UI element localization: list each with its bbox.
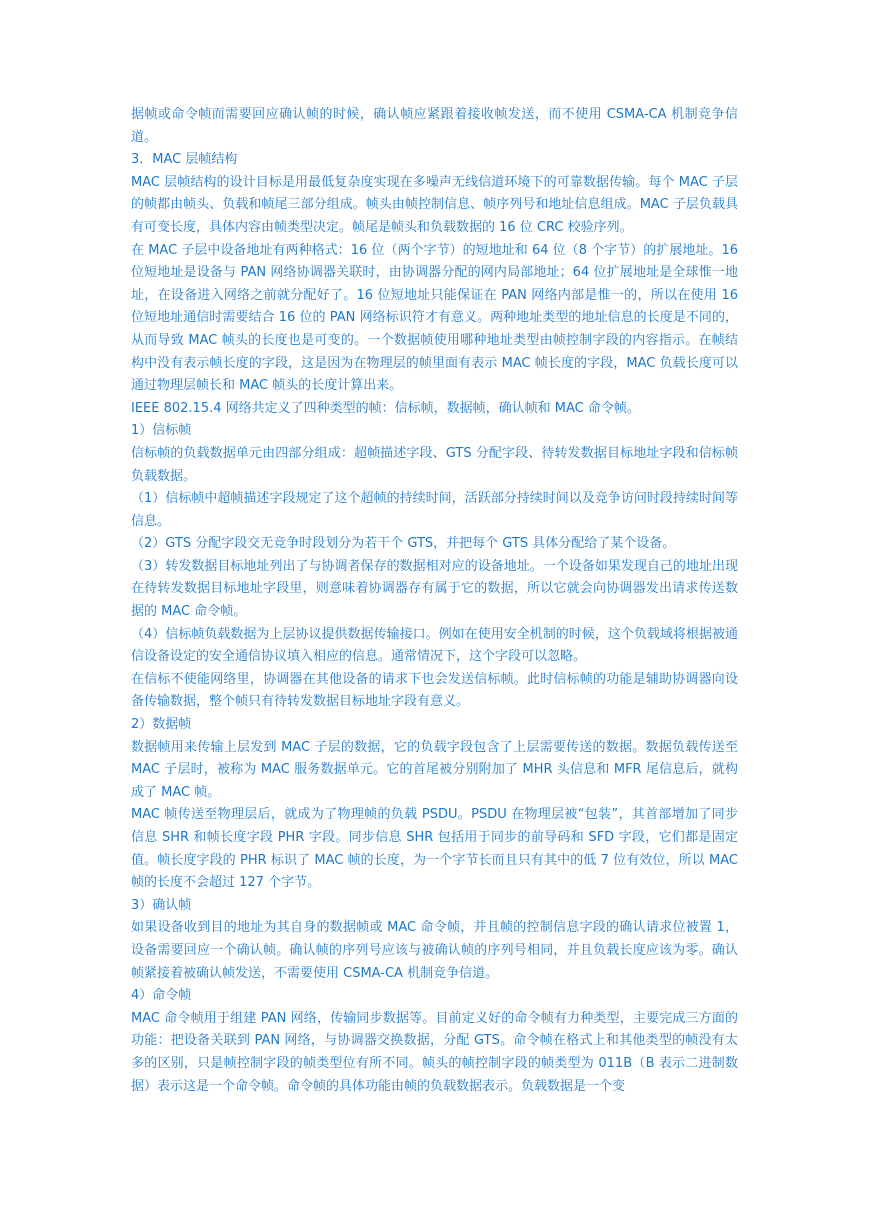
subheading-beacon-frame: 1）信标帧 [131,423,192,439]
paragraph-beacon-item-1: （1）信标帧中超帧描述字段规定了这个超帧的持续时间，活跃部分持续时间以及竞争访问时段持续时间等信息。 [131,491,738,529]
paragraph-continued: 据帧或命令帧而需要回应确认帧的时候，确认帧应紧跟着接收帧发送，而不使用 CSMA-CA 机制竞争信道。 [131,107,738,145]
paragraph-beacon-item-4: （4）信标帧负载数据为上层协议提供数据传输接口。例如在使用安全机制的时候，这个负载域将根据被通信设备设定的安全通信协议填入相应的信息。通常情况下，这个字段可以忽略。 [131,626,738,665]
paragraph-frame-types: IEEE 802.15.4 网络共定义了四种类型的帧：信标帧，数据帧，确认帧和 MAC 命令帧。 [131,400,640,416]
subheading-data-frame: 2）数据帧 [131,717,192,733]
paragraph-beacon-item-3: （3）转发数据目标地址列出了与协调者保存的数据相对应的设备地址。一个设备如果发现自己的地址出现在待转发数据目标地址字段里，则意味着协调器存有属于它的数据，所以它就会向协调器发出请求传送数据的 MAC 命令帧。 [131,558,738,620]
subheading-ack-frame: 3）确认帧 [131,897,192,913]
paragraph-beacon-payload: 信标帧的负载数据单元由四部分组成：超帧描述字段、GTS 分配字段、待转发数据目标地址字段和信标帧负载数据。 [131,445,738,484]
paragraph-mac-to-phy: MAC 帧传送至物理层后，就成为了物理帧的负载 PSDU。PSDU 在物理层被“包装”，其首部增加了同步信息 SHR 和帧长度字段 PHR 字段。同步信息 SHR 包括用于同步的前导码和 SFD 字段，它们都是固定值。帧长度字段的 PHR 标识了 MAC 帧的长度，为一个字节长而且只有其中的低 7 位有效位，所以 MAC 帧的长度不会超过 127 个字节。 [131,807,738,891]
paragraph-command-frame: MAC 命令帧用于组建 PAN 网络，传输同步数据等。目前定义好的命令帧有力种类型，主要完成三方面的功能：把设备关联到 PAN 网络，与协调器交换数据，分配 GTS。命令帧在格式上和其他类型的帧没有太多的区别，只是帧控制字段的帧类型位有所不同。帧头的帧控制字段的帧类型为 011B（B 表示二进制数据）表示这是一个命令帧。命令帧的具体功能由帧的负载数据表示。负载数据是一个变 [131,1010,738,1094]
section-heading-mac-frame-structure: 3．MAC 层帧结构 [131,152,238,168]
paragraph-ack-frame: 如果设备收到目的地址为其自身的数据帧或 MAC 命令帧，并且帧的控制信息字段的确认请求位被置 1，设备需要回应一个确认帧。确认帧的序列号应该与被确认帧的序列号相同，并且负载长度应该为零。确认帧紧接着被确认帧发送，不需要使用 CSMA-CA 机制竞争信道。 [131,920,738,981]
paragraph-mac-frame-design: MAC 层帧结构的设计目标是用最低复杂度实现在多噪声无线信道环境下的可靠数据传输。每个 MAC 子层的帧都由帧头、负载和帧尾三部分组成。帧头由帧控制信息、帧序列号和地址信息组成。MAC 子层负载具有可变长度，具体内容由帧类型决定。帧尾是帧头和负载数据的 16 位 CRC 校验序列。 [131,174,738,235]
paragraph-beacon-item-2: （2）GTS 分配字段交无竞争时段划分为若干个 GTS，并把每个 GTS 具体分配给了某个设备。 [131,536,676,552]
document-body [131,104,738,1098]
paragraph-non-beacon-network: 在信标不使能网络里，协调器在其他设备的请求下也会发送信标帧。此时信标帧的功能是辅助协调器向设备传输数据，整个帧只有待转发数据目标地址字段有意义。 [131,671,738,710]
subheading-command-frame: 4）命令帧 [131,988,192,1004]
paragraph-data-frame: 数据帧用来传输上层发到 MAC 子层的数据，它的负载字段包含了上层需要传送的数据。数据负载传送至 MAC 子层时，被称为 MAC 服务数据单元。它的首尾被分别附加了 MHR 头信息和 MFR 尾信息后，就构成了 MAC 帧。 [131,739,738,800]
paragraph-address-formats: 在 MAC 子层中设备地址有两种格式：16 位（两个字节）的短地址和 64 位（8 个字节）的扩展地址。16 位短地址是设备与 PAN 网络协调器关联时，由协调器分配的网内局部地址；64 位扩展地址是全球惟一地址，在设备进入网络之前就分配好了。16 位短地址只能保证在 PAN 网络内部是惟一的，所以在使用 16 位短地址通信时需要结合 16 位的 PAN 网络标识符才有意义。两种地址类型的地址信息的长度是不同的，从而导致 MAC 帧头的长度也是可变的。一个数据帧使用哪种地址类型由帧控制字段的内容指示。在帧结构中没有表示帧长度的字段，这是因为在物理层的帧里面有表示 MAC 帧长度的字段，MAC 负载长度可以通过物理层帧长和 MAC 帧头的长度计算出来。 [131,242,738,394]
